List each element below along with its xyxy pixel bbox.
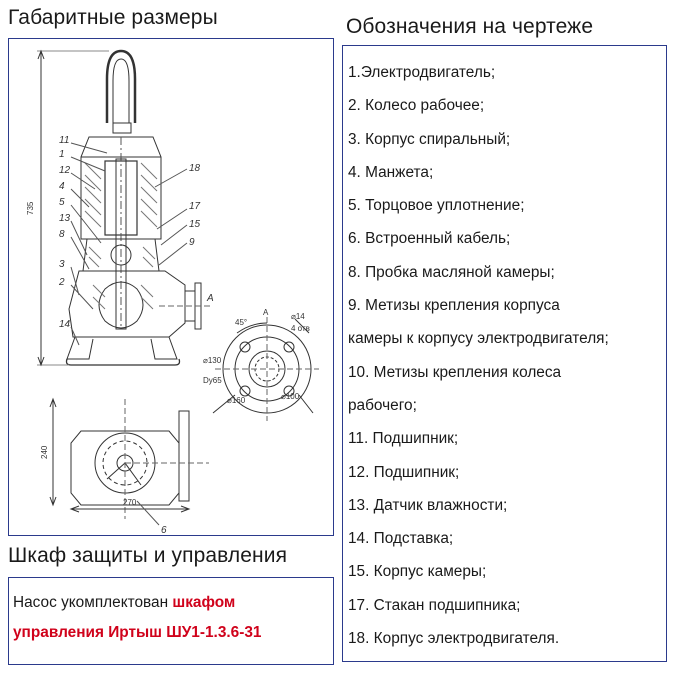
callout-9: 9 — [189, 237, 195, 248]
callout-3: 3 — [59, 259, 65, 270]
legend-item-15: 15. Корпус камеры; — [348, 563, 487, 581]
cabinet-description — [13, 588, 329, 648]
legend-item-9: 9. Метизы крепления корпуса — [348, 297, 560, 315]
height-dim-735: 735 — [26, 201, 35, 215]
section-mark: A — [207, 293, 214, 304]
legend-item-4: 4. Манжета; — [348, 163, 434, 181]
callout-17: 17 — [189, 201, 201, 212]
callout-11: 11 — [59, 135, 70, 146]
legend-item-9-cont: камеры к корпусу электродвигателя; — [348, 330, 609, 348]
legend-item-8: 8. Пробка масляной камеры; — [348, 263, 555, 281]
width-dim-270: 270 — [123, 498, 137, 507]
callout-5: 5 — [59, 197, 65, 208]
cabinet-link-model[interactable]: управления Иртыш ШУ1-1.3.6-31 — [13, 624, 262, 641]
flange-mark-label: A — [263, 308, 269, 317]
callout-2: 2 — [59, 277, 65, 288]
legend-item-13: 13. Датчик влажности; — [348, 496, 508, 514]
legend-item-10: 10. Метизы крепления колеса — [348, 363, 562, 381]
cabinet-link-word[interactable]: шкафом — [172, 594, 236, 611]
legend-item-5: 5. Торцовое уплотнение; — [348, 197, 525, 215]
legend-panel — [342, 45, 667, 662]
flange-angle-label: 45° — [235, 318, 248, 327]
flange-dy65-label: Dу65 — [203, 376, 222, 385]
flange-holes-label: 4 отв — [291, 324, 310, 333]
legend-item-3: 3. Корпус спиральный; — [348, 130, 511, 148]
callout-13: 13 — [59, 213, 71, 224]
legend-item-18: 18. Корпус электродвигателя. — [348, 630, 560, 648]
callout-12: 12 — [59, 165, 71, 176]
legend-item-12: 12. Подшипник; — [348, 463, 460, 481]
legend-item-10-cont: рабочего; — [348, 396, 417, 414]
cabinet-panel — [8, 577, 334, 665]
legend-item-2: 2. Колесо рабочее; — [348, 97, 485, 115]
callout-18: 18 — [189, 163, 201, 174]
dimensions-drawing-panel — [8, 38, 334, 536]
callout-4: 4 — [59, 181, 65, 192]
flange-d130-label: ⌀130 — [203, 356, 222, 365]
lifting-handle — [107, 51, 135, 123]
callout-1: 1 — [59, 149, 65, 160]
cabinet-text-normal: Насос укомплектован — [13, 594, 173, 611]
callout-15: 15 — [189, 219, 201, 230]
pump-drawing — [9, 39, 333, 535]
flange-d160-label: ⌀160 — [227, 396, 246, 405]
legend-heading: Обозначения на чертеже — [346, 15, 594, 38]
height-dim-240: 240 — [40, 445, 49, 459]
callout-6: 6 — [161, 525, 167, 535]
callout-8: 8 — [59, 229, 65, 240]
legend-item-1: 1.Электродвигатель; — [348, 64, 496, 81]
cabinet-heading: Шкаф защиты и управления — [8, 544, 288, 567]
legend-item-17: 17. Стакан подшипника; — [348, 596, 521, 614]
legend-item-6: 6. Встроенный кабель; — [348, 230, 511, 248]
callout-14: 14 — [59, 319, 71, 330]
legend-item-14: 14. Подставка; — [348, 530, 454, 548]
dimensions-heading: Габаритные размеры — [8, 6, 218, 29]
legend-item-11: 11. Подшипник; — [348, 430, 459, 448]
flange-d100-label: ⌀100 — [281, 392, 300, 401]
flange-hole-diameter-label: ⌀14 — [291, 312, 305, 321]
legend-list — [348, 56, 666, 655]
